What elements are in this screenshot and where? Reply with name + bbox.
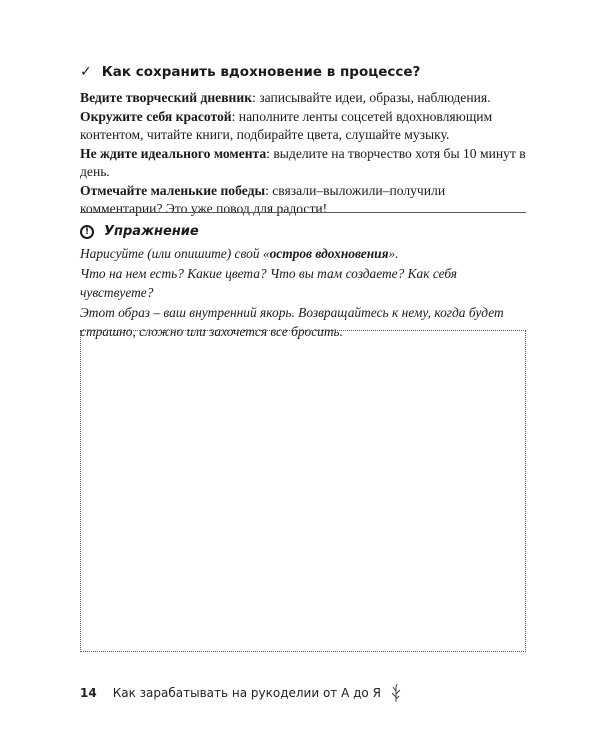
- tip-bold: Отмечайте маленькие победы: [80, 182, 266, 198]
- book-title: Как зарабатывать на рукоделии от А до Я: [112, 686, 381, 700]
- tip-text: : наполните ленты соцсетей вдохновляющим контентом, читайте книги, подбирайте цвета, слушайте музыку.: [80, 108, 493, 142]
- section-divider: [80, 212, 526, 213]
- exercise-intro-end: ».: [388, 246, 399, 261]
- exercise-text: [80, 244, 532, 342]
- exercise-term: остров вдохновения: [269, 246, 389, 261]
- tip-text: : выделите на творчество хотя бы 10 минут в день.: [80, 145, 526, 179]
- exercise-line: Что на нем есть? Какие цвета? Что вы там создаете? Как себя чувствуете?: [80, 265, 457, 300]
- tip-bold: Окружите себя красотой: [80, 108, 232, 124]
- tip-item: [80, 108, 530, 145]
- drawing-area[interactable]: [80, 330, 526, 652]
- checkmark-icon: ✓: [80, 64, 92, 80]
- exercise-line: Этот образ – ваш внутренний якорь. Возвращайтесь к нему, когда будет страшно, сложно или захочется все бросить.: [80, 304, 504, 339]
- tip-bold: Ведите творческий дневник: [80, 90, 253, 105]
- tip-text: : связали–выложили–получили комментарии? Это уже повод для радости!: [80, 182, 446, 216]
- exclamation-circle-icon: !: [80, 225, 94, 239]
- exercise-intro: Нарисуйте (или опишите) свой «: [80, 246, 270, 261]
- exercise-title: Упражнение: [104, 224, 199, 239]
- page-footer: [80, 683, 403, 703]
- tip-bold: Не ждите идеального момента: [80, 145, 267, 161]
- tip-item: [80, 145, 530, 182]
- section-heading: [80, 64, 420, 80]
- tip-item: [80, 89, 530, 108]
- exercise-heading: [80, 224, 199, 239]
- sprig-icon: [389, 683, 403, 703]
- page-number: 14: [80, 686, 97, 700]
- tips-list: [80, 89, 530, 219]
- exercise-line: [80, 244, 532, 264]
- section-title: Как сохранить вдохновение в процессе?: [101, 64, 421, 80]
- tip-text: : записывайте идеи, образы, наблюдения.: [252, 90, 491, 105]
